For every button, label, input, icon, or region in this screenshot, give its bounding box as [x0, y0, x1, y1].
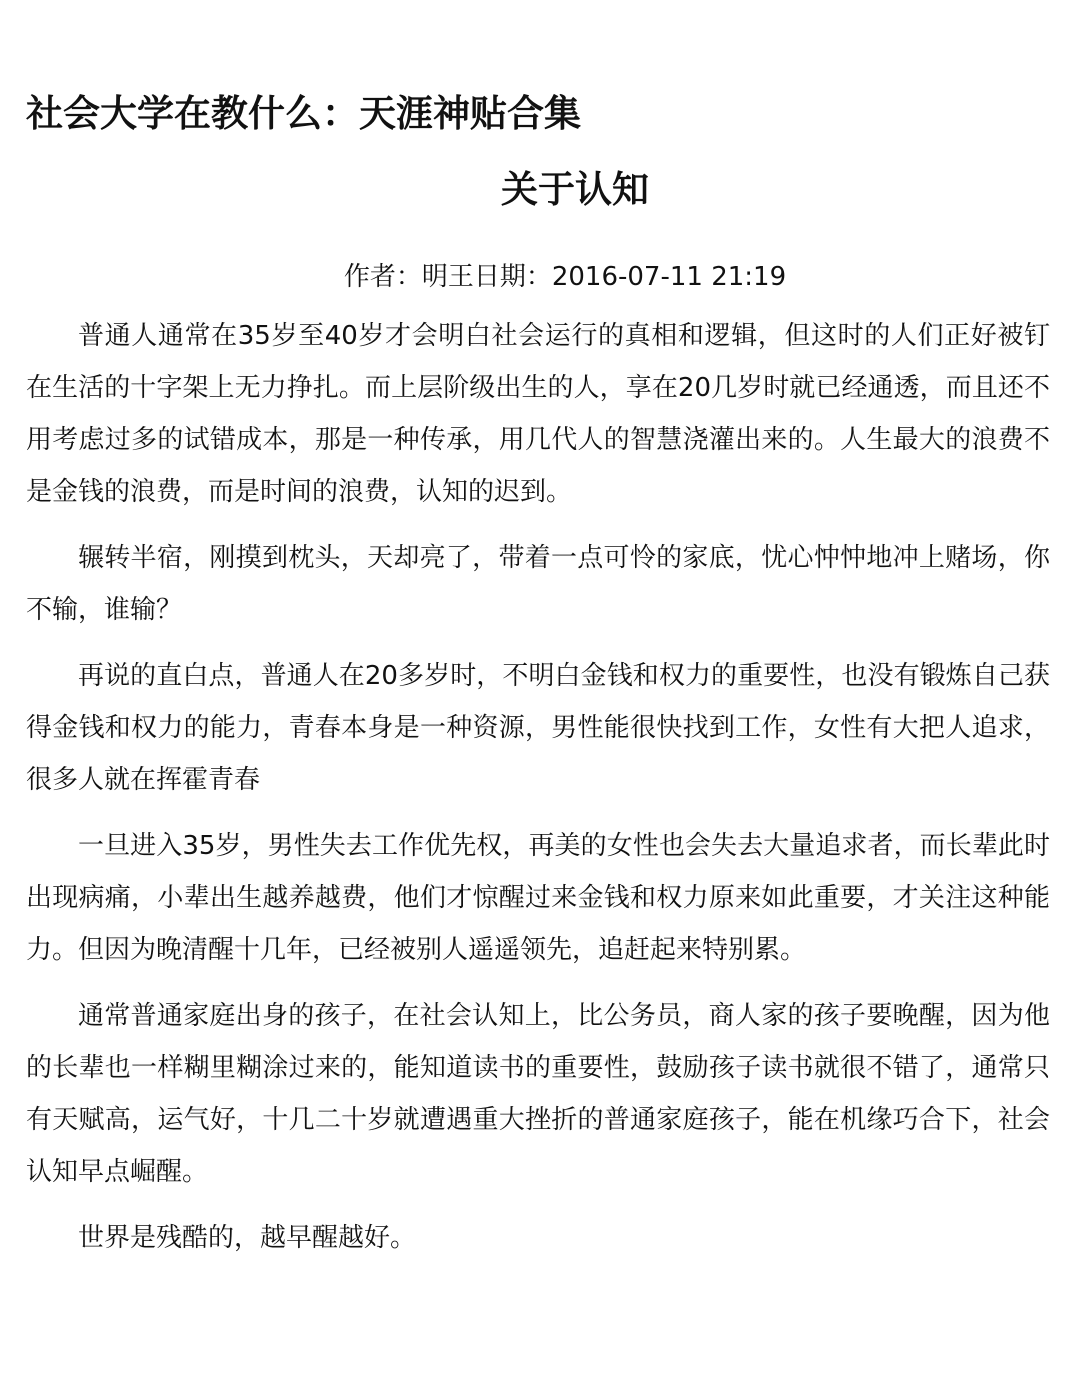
paragraph: 通常普通家庭出身的孩子，在社会认知上，比公务员，商人家的孩子要晚醒，因为他的长辈也一样糊里糊涂过来的，能知道读书的重要性，鼓励孩子读书就很不错了，通常只有天赋高，运气好，十几二十岁就遭遇重大挫折的普通家庭孩子，能在机缘巧合下，社会认知早点崛醒。: [26, 1001, 1050, 1187]
document-subtitle: 关于认知: [501, 168, 649, 211]
author-date-line: 作者：明王日期：2016-07-11 21:19: [343, 262, 787, 292]
article-body: [26, 310, 1050, 1278]
paragraph: 一旦进入35岁，男性失去工作优先权，再美的女性也会失去大量追求者，而长辈此时出现病痛，小辈出生越养越费，他们才惊醒过来金钱和权力原来如此重要，才关注这种能力。但因为晚清醒十几年，已经被别人遥遥领先，追赶起来特别累。: [26, 831, 1050, 965]
document-title: 社会大学在教什么：天涯神贴合集: [26, 92, 581, 135]
paragraph: 普通人通常在35岁至40岁才会明白社会运行的真相和逻辑，但这时的人们正好被钉在生活的十字架上无力挣扎。而上层阶级出生的人，享在20几岁时就已经通透，而且还不用考虑过多的试错成本，那是一种传承，用几代人的智慧浇灌出来的。人生最大的浪费不是金钱的浪费，而是时间的浪费，认知的迟到。: [26, 321, 1050, 507]
paragraph: 辗转半宿，刚摸到枕头，天却亮了，带着一点可怜的家底，忧心忡忡地冲上赌场，你不输，谁输？: [26, 543, 1050, 625]
paragraph: 世界是残酷的，越早醒越好。: [78, 1223, 417, 1253]
paragraph: 再说的直白点，普通人在20多岁时，不明白金钱和权力的重要性，也没有锻炼自己获得金钱和权力的能力，青春本身是一种资源，男性能很快找到工作，女性有大把人追求，很多人就在挥霍青春: [26, 661, 1050, 795]
